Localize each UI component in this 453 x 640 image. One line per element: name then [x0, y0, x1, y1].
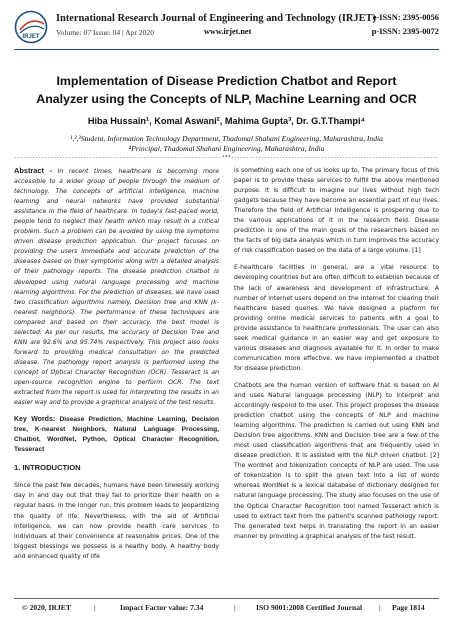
footer-divider-2: |: [234, 603, 236, 612]
paper-authors: Hiba Hussain¹, Komal Aswani², Mahima Gupta³, Dr. G.T.Thampi⁴: [87, 116, 366, 126]
journal-url[interactable]: www.irjet.net: [204, 27, 252, 36]
logo-text: IRJET: [22, 34, 40, 40]
affiliations: [14, 134, 439, 154]
footer-divider: [14, 598, 439, 599]
abstract: [14, 166, 219, 408]
journal-title: International Research Journal of Engineering and Technology (IRJET): [56, 13, 376, 24]
affiliation-1: ¹,²,³Student, Information Technology Department, Thadomal Shahani Engineering, Maharashtra, India: [70, 134, 383, 143]
abstract-text: In recent times, healthcare is becoming more accessible to a wider group of people through the medium of technology. The concepts of artificial intelligence, machine learning and neural networks have provided substantial assistance in the field of healthcare. In today's fast-paced world, people tend to neglect their health which may result in a critical problem. Such a problem can be avoided by using the symptoms driven disease prediction application. Our project focuses on providing the users immediate and accurate prediction of the diseases based on their symptoms along with a detailed analysis of their pathology reports. The disease prediction chatbot is developed using natural language processing and machine learning algorithms. For the prediction of diseases, we have used two classification algorithms namely, Decision tree and KNN (k-nearest neighbors). The performance of these techniques are compared and based on their accuracy, the best model is selected. As per our results, the accuracy of Decision Tree and KNN are 92.6% and 95.74% respectively. This project also looks forward to providing medical consultation on the predicted disease. The pathology report analysis is performed using the concept of Optical Character Recognition (OCR). Tesseract is an open-source recognition engine to perform OCR. The text extracted from the report is used for interpreting the results in an easier way and to provide a graphical analysis of the test results.: [14, 168, 219, 407]
page-footer: [14, 603, 439, 615]
body-paragraph-1: is something each one of us looks up to. The primary focus of this paper is to provide these services to fulfill the above mentioned purpose. It is difficult to imagine our lives without high tech gadgets because they have become an essential part of our lives. Therefore the field of Artificial Intelligence is prospering due to the various applications of it in the research field. Disease prediction is one of the main goals of the researchers based on the facts of big data analysis which in turn improves the accuracy of risk classification based on the data of a large volume. [1]: [234, 167, 439, 255]
keywords-text: Disease Prediction, Machine Learning, Decision tree, K-nearest Neighbors, Natural Language Processing, Chatbot, WordNet, Python, Optical Character Recognition, Tesseract: [14, 416, 219, 454]
pissn: p-ISSN: 2395-0072: [371, 27, 439, 36]
right-column: [234, 166, 439, 549]
abstract-label: Abstract -: [14, 166, 53, 175]
volume-issue: Volume: 07 Issue: 04 | Apr 2020: [56, 28, 154, 37]
left-column: [14, 166, 219, 569]
body-paragraph-2: E-healthcare facilities in general, are a vital resource to developing countries but are often difficult to establish because of the lack of awareness and development of infrastructure. A number of internet users depend on the internet for clearing their healthcare based queries. We have designed a platform for providing online medical services to patients with a goal to provide assistance to healthcare professionals. The user can also seek medical guidance in an easier way and get exposure to various diseases and diagnosis available for it. In order to make communication more effective, we have implemented a chatbot for disease prediction.: [234, 264, 439, 372]
footer-iso: ISO 9001:2008 Certified Journal: [256, 603, 363, 612]
irjet-logo: [14, 10, 50, 44]
footer-page-number: Page 1814: [392, 603, 425, 612]
title-line-1: Implementation of Disease Prediction Chatbot and Report: [56, 74, 397, 88]
footer-copyright: © 2020, IRJET: [22, 603, 71, 612]
keywords-label: Key Words:: [14, 416, 56, 424]
header-divider: [14, 49, 439, 50]
paper-title: [14, 72, 439, 108]
footer-divider-1: |: [94, 603, 96, 612]
eissn: e-ISSN: 2395-0056: [372, 13, 439, 22]
footer-divider-3: |: [379, 603, 381, 612]
affiliation-2: ⁴Principal, Thadomal Shahani Engineering, Maharashtra, India: [128, 144, 325, 153]
title-line-2: Analyzer using the Concepts of NLP, Machine Learning and OCR: [36, 92, 417, 106]
intro-paragraph-1: Since the past few decades, humans have been tirelessly working day in and day out that they fail to prioritize their health on a regular basis. In the longer run, this problem leads to jeopardizing the quality of life. Nevertheless, with the aid of Artificial Intelligence, we can now provide health care services to individuals at their convenience at reasonable prices. One of the biggest blessings we possess is a healthy body. A healthy body and enhanced quality of life: [14, 482, 219, 560]
footer-impact-factor: Impact Factor value: 7.34: [120, 603, 204, 612]
section-heading-introduction: 1. INTRODUCTION: [14, 463, 81, 473]
section-separator: ---------------------------------------------------------------------***---------------------------------------------------------------------: [14, 155, 439, 161]
journal-header: [14, 10, 439, 46]
body-paragraph-3: Chatbots are the human version of software that is based on AI and uses Natural language processing (NLP) to interpret and accordingly respond to the user. This project proposes the disease prediction chatbot using the concepts of NLP and machine learning algorithms. The prediction is carried out using KNN and Decision tree algorithms. KNN and Decision tree are a few of the most used classification algorithms that are frequently used in disease prediction. It is assisted with the NLP driven chatbot. [2] The wordnet and tokenization concepts of NLP are used. The use of tokenization is to split the given text into a list of words whereas WordNet is a lexical database of dictionary designed for natural language processing. The study also focuses on the use of the Optical Character Recognition tool named Tesseract which is used to extract text from the patient's scanned pathology report. The generated text helps in translating the report in an easier manner by providing a graphical analysis of the test result.: [234, 381, 439, 540]
keywords: [14, 415, 219, 455]
